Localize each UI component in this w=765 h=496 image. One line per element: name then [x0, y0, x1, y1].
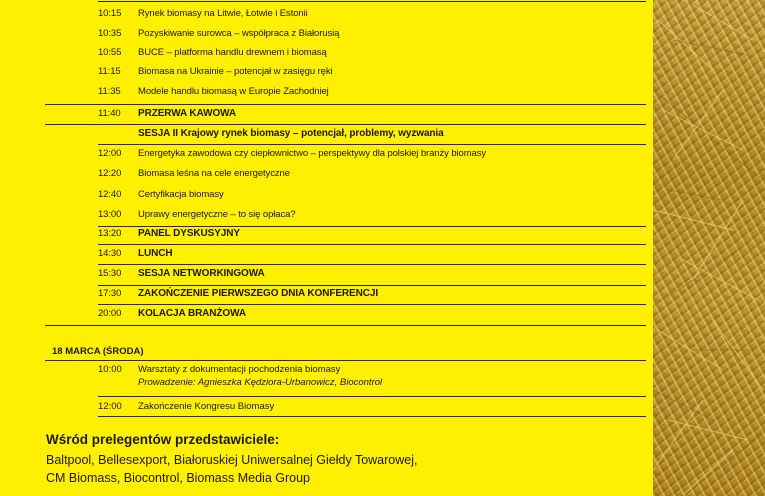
- agenda-desc: Modele handlu biomasą w Europie Zachodniej: [138, 86, 329, 97]
- agenda-desc: KOLACJA BRANŻOWA: [138, 308, 247, 319]
- agenda-row: [98, 248, 646, 259]
- agenda-time: 12:40: [98, 189, 122, 200]
- agenda-time: 17:30: [98, 288, 122, 299]
- agenda-time: 10:35: [98, 28, 122, 39]
- agenda-desc: Biomasa na Ukrainie – potencjał w zasięgu ręki: [138, 66, 333, 77]
- agenda-time: 11:35: [98, 86, 121, 97]
- speakers-heading: Wśród prelegentów przedstawiciele:: [46, 432, 280, 447]
- agenda-row: [98, 28, 646, 39]
- agenda-time: 14:30: [98, 248, 122, 259]
- divider: [98, 144, 646, 145]
- agenda-row: [98, 209, 646, 220]
- agenda-time: 11:15: [98, 66, 121, 77]
- agenda-desc: Certyfikacja biomasy: [138, 189, 224, 200]
- divider: [98, 226, 646, 227]
- agenda-desc: PANEL DYSKUSYJNY: [138, 228, 240, 239]
- divider: [98, 285, 646, 286]
- agenda-time: 10:15: [98, 8, 122, 19]
- straw-texture-icon: [653, 0, 765, 496]
- speakers-section: [46, 432, 606, 487]
- agenda-desc: Rynek biomasy na Litwie, Łotwie i Estonii: [138, 8, 308, 19]
- agenda-desc: Uprawy energetyczne – to się opłaca?: [138, 209, 296, 220]
- agenda-row: [98, 108, 646, 119]
- agenda-desc: Zakończenie Kongresu Biomasy: [138, 401, 275, 412]
- agenda-row: [98, 8, 646, 19]
- divider: [98, 304, 646, 305]
- agenda-desc: Biomasa leśna na cele energetyczne: [138, 168, 290, 179]
- straw-photo: [653, 0, 765, 496]
- divider: [45, 360, 646, 361]
- workshop-host: Prowadzenie: Agnieszka Kędziora-Urbanowicz, Biocontrol: [138, 377, 383, 388]
- agenda-time: 13:00: [98, 209, 122, 220]
- agenda-row: [98, 288, 646, 299]
- agenda-time: 20:00: [98, 308, 122, 319]
- divider: [45, 325, 646, 326]
- divider: [98, 416, 646, 417]
- agenda-desc: SESJA II Krajowy rynek biomasy – potencjał, problemy, wyzwania: [138, 128, 444, 139]
- speakers-line: CM Biomass, Biocontrol, Biomass Media Group: [46, 471, 310, 485]
- divider: [98, 1, 646, 2]
- agenda-desc: Pozyskiwanie surowca – współpraca z Białorusią: [138, 28, 340, 39]
- agenda-time: 12:00: [98, 148, 122, 159]
- agenda-time: 10:55: [98, 47, 122, 58]
- agenda-row: [98, 268, 646, 279]
- agenda-row: [98, 228, 646, 239]
- agenda-desc: LUNCH: [138, 248, 173, 259]
- agenda-desc: SESJA NETWORKINGOWA: [138, 268, 265, 279]
- agenda-time: 12:20: [98, 168, 122, 179]
- agenda-time: 15:30: [98, 268, 122, 279]
- agenda-row: [98, 148, 646, 159]
- agenda-time: 11:40: [98, 108, 121, 119]
- agenda-row: [98, 168, 646, 179]
- agenda-row: [98, 308, 646, 319]
- agenda-row: [98, 401, 646, 415]
- speakers-line: Baltpool, Bellesexport, Białoruskiej Uniwersalnej Giełdy Towarowej,: [46, 453, 418, 467]
- divider: [98, 244, 646, 245]
- agenda-time: 10:00: [98, 364, 122, 375]
- agenda-desc: PRZERWA KAWOWA: [138, 108, 237, 119]
- session-header: [98, 128, 646, 139]
- workshop-row: [98, 364, 646, 394]
- agenda-row: [98, 47, 646, 58]
- agenda-row: [98, 189, 646, 200]
- agenda-row: [98, 66, 646, 77]
- divider: [98, 396, 646, 397]
- agenda-desc: BUCE – platforma handlu drewnem i biomasą: [138, 47, 327, 58]
- divider: [98, 264, 646, 265]
- agenda-desc: Warsztaty z dokumentacji pochodzenia biomasy: [138, 364, 341, 375]
- divider: [45, 104, 646, 105]
- agenda-desc: Energetyka zawodowa czy ciepłownictwo – perspektywy dla polskiej branży biomasy: [138, 148, 486, 159]
- divider: [45, 124, 646, 125]
- agenda-time: 12:00: [98, 401, 122, 412]
- agenda-row: [98, 86, 646, 97]
- agenda-desc: ZAKOŃCZENIE PIERWSZEGO DNIA KONFERENCJI: [138, 288, 379, 299]
- agenda-time: 13:20: [98, 228, 122, 239]
- day-heading: 18 MARCA (ŚRODA): [52, 346, 144, 357]
